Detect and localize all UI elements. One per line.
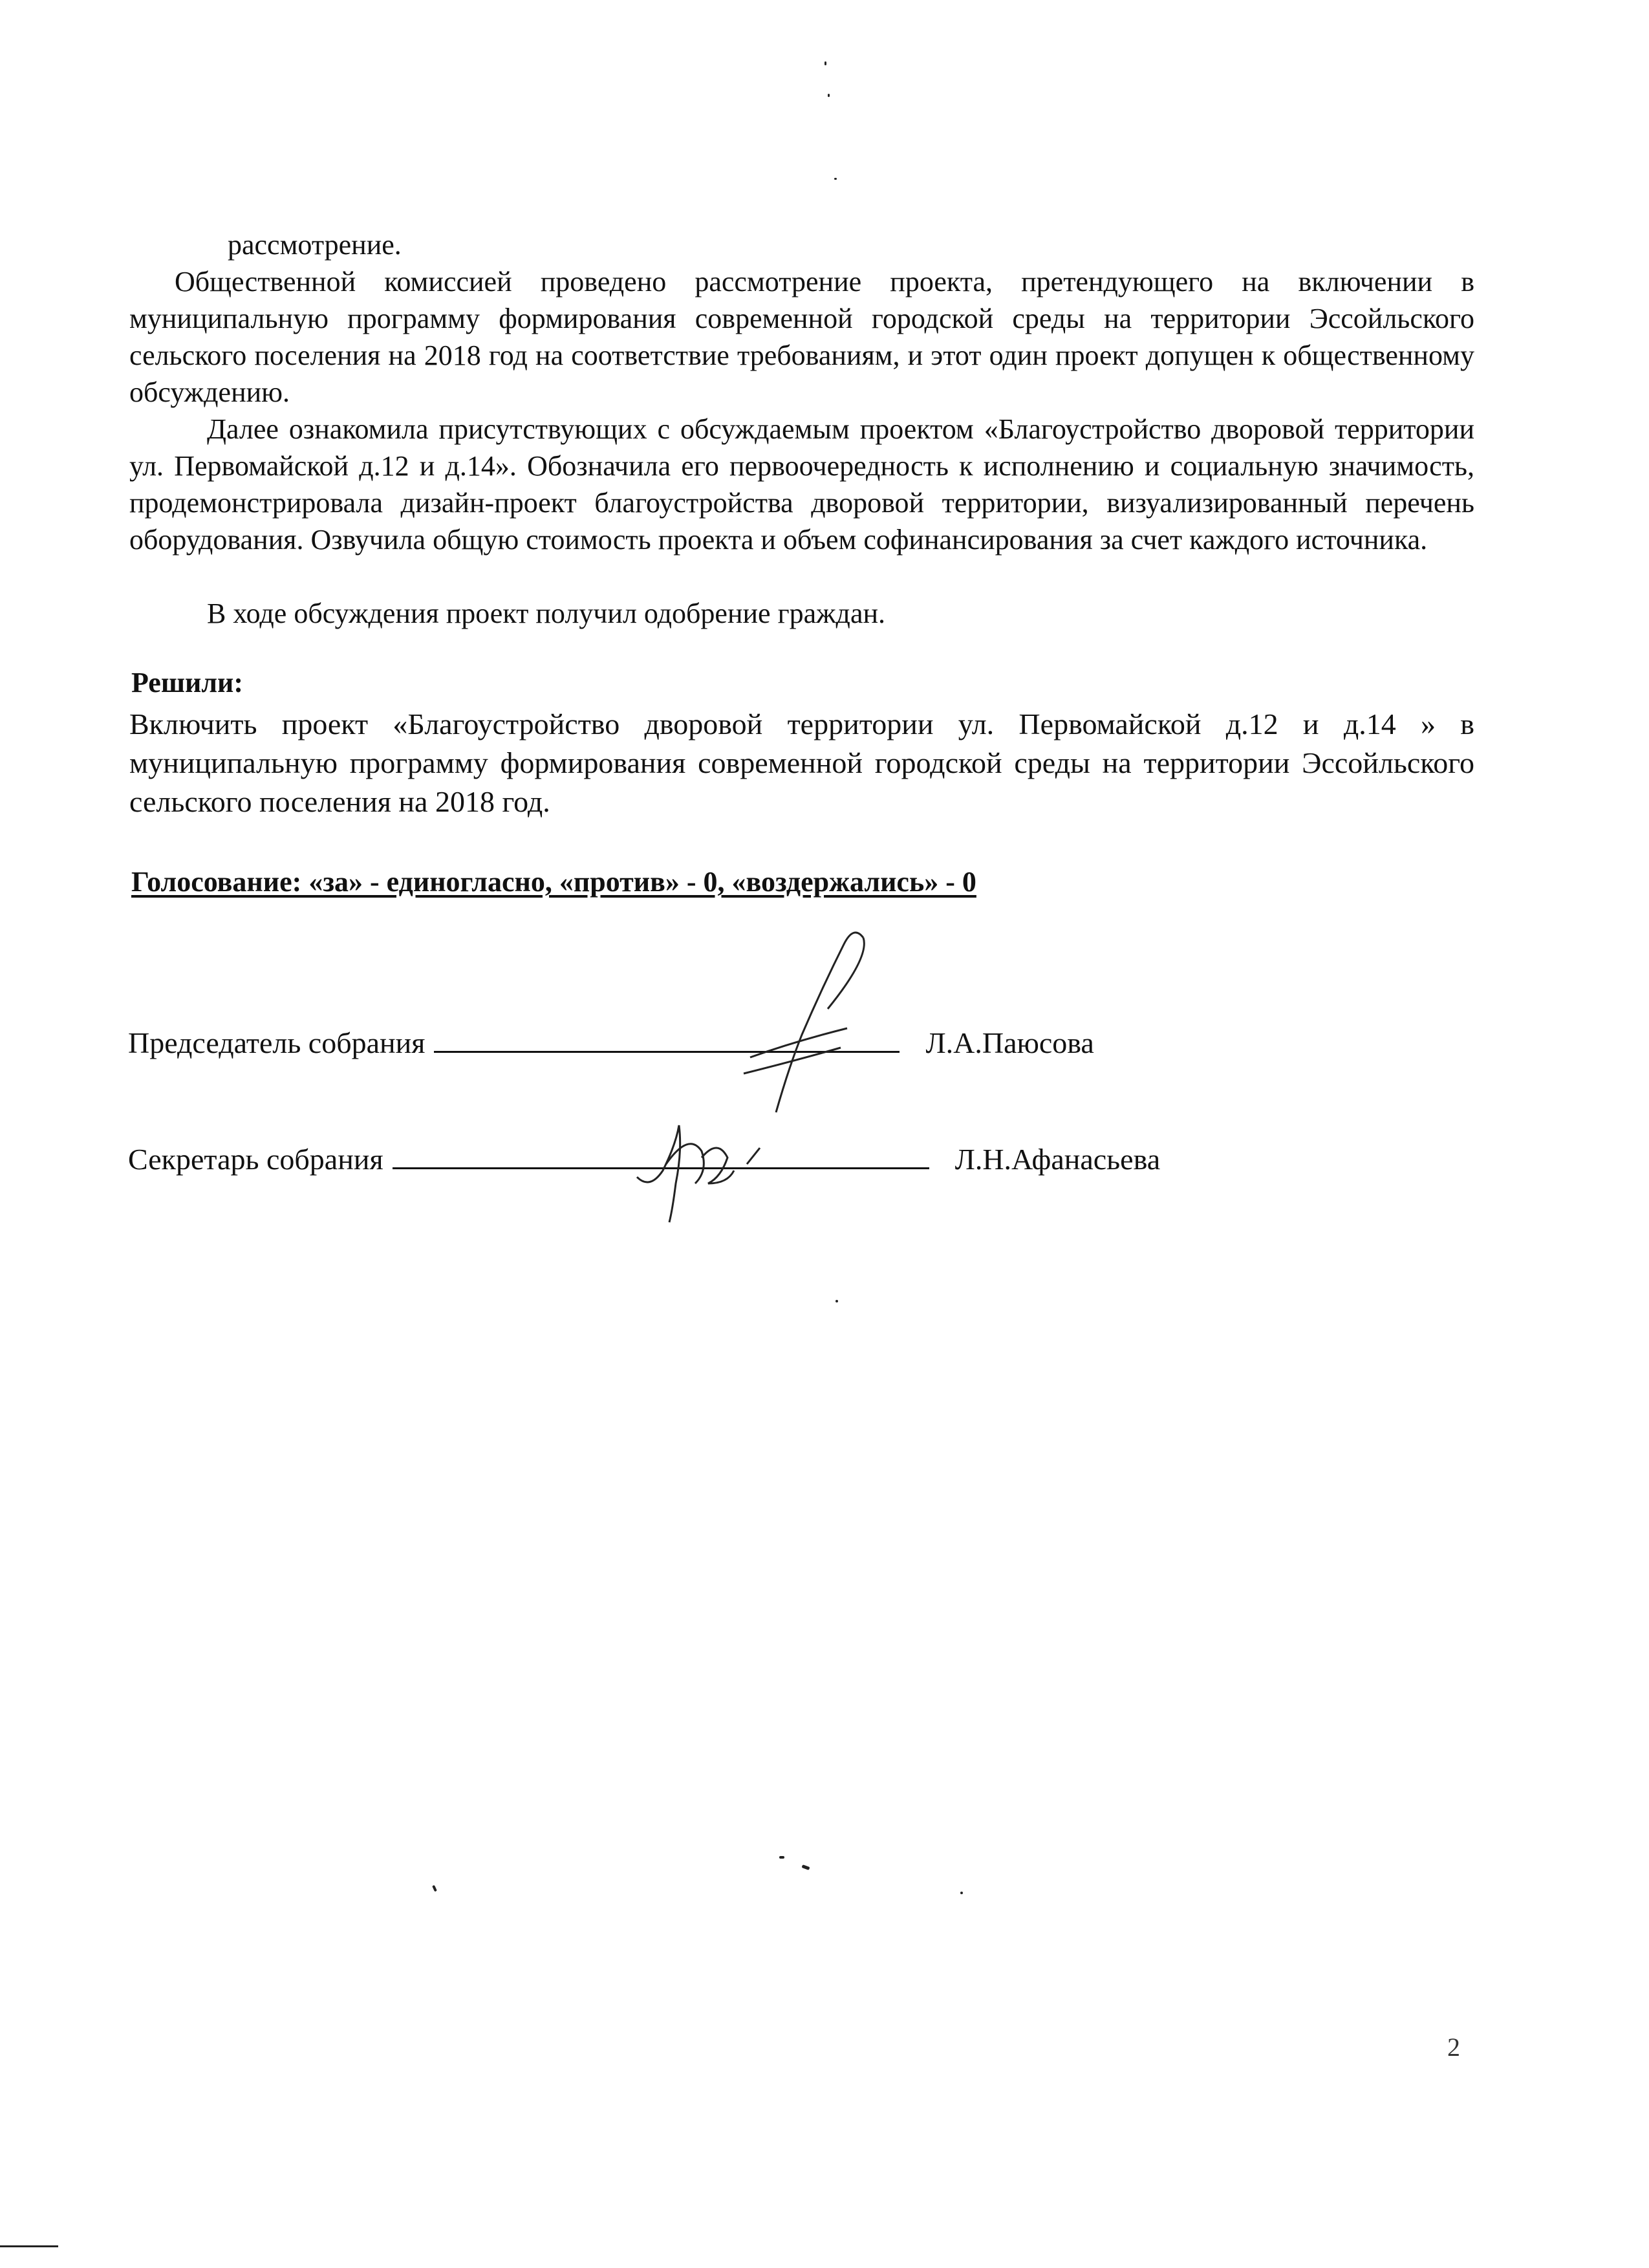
continuation-line: рассмотрение. [228, 229, 402, 261]
secretary-handwritten-signature [630, 1112, 773, 1229]
scan-speck [828, 94, 830, 97]
page-number: 2 [1447, 2033, 1460, 2062]
chair-label: Председатель собрания [128, 1026, 426, 1059]
chair-name: Л.А.Паюсова [925, 1026, 1094, 1059]
scan-speck [802, 1864, 810, 1870]
decision-text: Включить проект «Благоустройство дворовой территории ул. Первомайской д.12 и д.14 » в муниципальную программу формирования современной городской среды на территории Эссойльского сельского поселения на 2018 год. [129, 707, 1474, 818]
scan-speck [779, 1856, 784, 1859]
decision-heading: Решили: [131, 667, 244, 698]
scan-speck [960, 1892, 963, 1894]
paragraph-commission: Общественной комиссией проведено рассмотрение проекта, претендующего на включении в муниципальную программу формирования современной городской среды на территории Эссойльского сельского поселения на 2018 год на соответствие требованиям, и этот один проект допущен к общественному обсуждению. [129, 266, 1474, 408]
voting-result: Голосование: «за» - единогласно, «против» - 0, «воздержались» - 0 [131, 866, 976, 898]
paragraph-approval: В ходе обсуждения проект получил одобрение граждан. [207, 598, 886, 629]
scan-speck [824, 61, 826, 65]
chair-signature-row [128, 1025, 1094, 1060]
scan-edge-mark [0, 2245, 58, 2247]
secretary-name: Л.Н.Афанасьева [954, 1143, 1161, 1176]
scan-speck [835, 1300, 838, 1302]
secretary-label: Секретарь собрания [128, 1143, 383, 1176]
chair-handwritten-signature [698, 918, 892, 1132]
paragraph-project-presentation: Далее ознакомила присутствующих с обсуждаемым проектом «Благоустройство дворовой территории ул. Первомайской д.12 и д.14». Обозначила его первоочередность к исполнению и социальную значимость, продемонстрировала дизайн-проект благоустройства дворовой территории, визуализированный перечень оборудования. Озвучила общую стоимость проекта и объем софинансирования за счет каждого источника. [129, 413, 1474, 556]
scan-speck [432, 1885, 437, 1892]
scan-speck [834, 178, 837, 180]
